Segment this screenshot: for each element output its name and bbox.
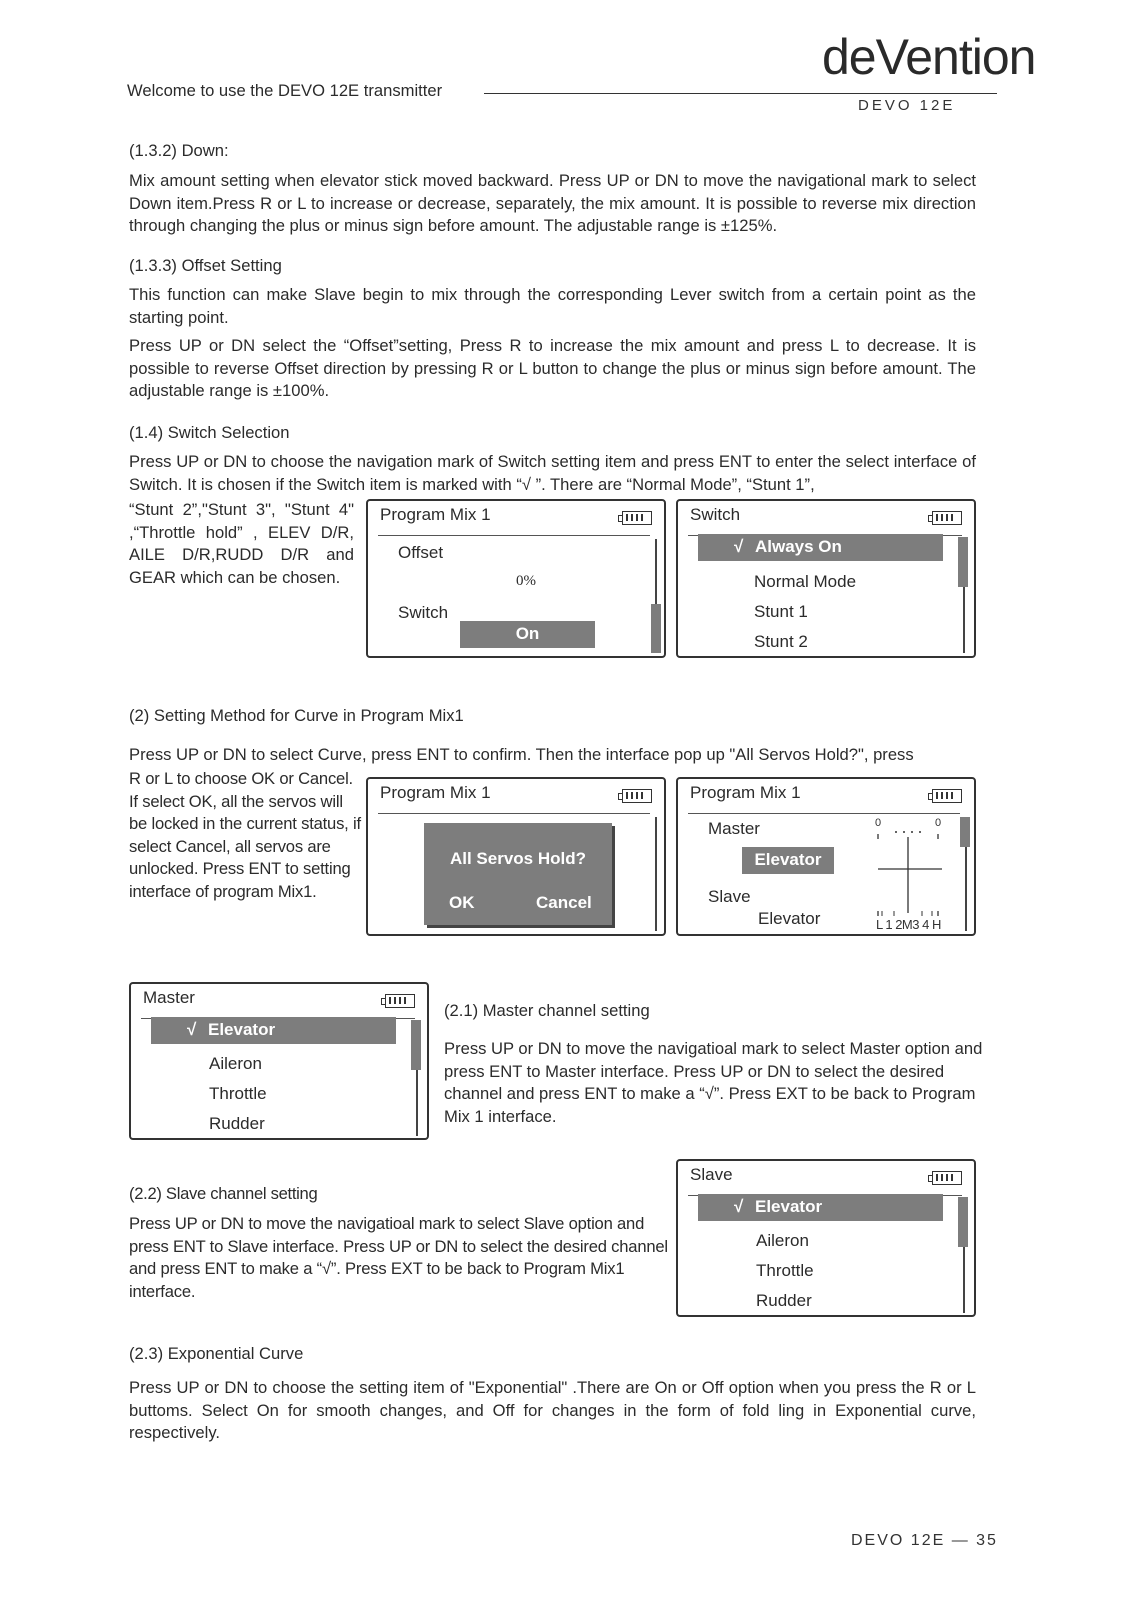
selected-item-label: Elevator xyxy=(755,1197,823,1216)
screen-title: Program Mix 1 xyxy=(690,783,801,802)
list-item[interactable]: Normal Mode xyxy=(754,572,857,591)
list-item[interactable]: Stunt 2 xyxy=(754,632,808,651)
lcd-switch-list xyxy=(676,499,976,658)
curve-dot xyxy=(919,831,921,833)
paragraph: Press UP or DN to select Curve, press ENT to confirm. Then the interface pop up "All Servos Hold?", press xyxy=(129,745,914,764)
battery-icon xyxy=(385,994,415,1008)
ok-button[interactable]: OK xyxy=(449,893,475,912)
section-heading: (1.4) Switch Selection xyxy=(129,423,290,442)
section-heading: (1.3.2) Down: xyxy=(129,141,229,160)
master-label: Master xyxy=(708,819,760,838)
scrollbar-thumb[interactable] xyxy=(958,1197,968,1247)
list-item[interactable]: Rudder xyxy=(209,1114,265,1133)
switch-label: Switch xyxy=(398,603,449,622)
title-rule xyxy=(378,813,650,814)
selected-item-label: Elevator xyxy=(208,1020,276,1039)
curve-scale-right: 0 xyxy=(935,817,942,829)
selected-item-highlight[interactable] xyxy=(151,1017,396,1044)
lcd-program-mix-dialog xyxy=(366,777,666,936)
switch-value-highlight[interactable]: On xyxy=(460,621,595,648)
check-mark-icon: √ xyxy=(734,537,744,556)
scrollbar-thumb[interactable] xyxy=(960,817,970,847)
screen-title: Program Mix 1 xyxy=(380,505,491,524)
lcd-program-mix-offset xyxy=(366,499,666,658)
model-name: DEVO 12E xyxy=(858,97,956,114)
dialog-question: All Servos Hold? xyxy=(449,849,587,868)
check-mark-icon: √ xyxy=(734,1197,744,1216)
scrollbar-track xyxy=(655,817,657,931)
curve-scale-left: 0 xyxy=(875,817,882,829)
list-item[interactable]: Stunt 1 xyxy=(754,602,808,621)
paragraph: R or L to choose OK or Cancel. If select OK, all the servos will be locked in the current status, if select Cancel, all servos are unlocked. Press ENT to setting interface of program Mix1. xyxy=(129,769,361,901)
battery-icon xyxy=(932,1171,962,1185)
header-welcome: Welcome to use the DEVO 12E transmitter xyxy=(127,81,443,100)
curve-preview xyxy=(870,813,950,931)
curve-axis-labels: L 1 2M3 4 H xyxy=(876,917,941,932)
offset-label: Offset xyxy=(398,543,444,562)
slave-label: Slave xyxy=(708,887,751,906)
section-heading: (2) Setting Method for Curve in Program Mix1 xyxy=(129,706,464,725)
curve-dot xyxy=(895,831,897,833)
paragraph: Press UP or DN to move the navigatioal mark to select Master option and press ENT to Master interface. Press UP or DN to select the desired channel and press ENT to make a “√”. Press EXT to be back to Program Mix 1 interface. xyxy=(444,1039,983,1126)
lcd-slave-list xyxy=(676,1159,976,1317)
lcd-program-mix-curve xyxy=(676,777,976,936)
paragraph: Mix amount setting when elevator stick moved backward. Press UP or DN to move the navigational mark to select Down item.Press R or L to increase or decrease, separately, the mix amount. It is possible to reverse mix direction through changing the plus or minus sign before amount. The adjustable range is ±125%. xyxy=(129,171,976,235)
curve-dot xyxy=(911,831,913,833)
selected-item-label: Always On xyxy=(755,537,842,556)
list-item[interactable]: Rudder xyxy=(756,1291,812,1310)
paragraph: Press UP or DN to choose the setting item of "Exponential" .There are On or Off option when you press the R or L buttoms. Select On for smooth changes, and Off for changes in the form of fold ling in Exponential curve, respectively. xyxy=(129,1378,976,1442)
curve-dot xyxy=(903,831,905,833)
scrollbar-thumb[interactable] xyxy=(958,537,968,587)
title-rule xyxy=(378,535,650,536)
list-item[interactable]: Aileron xyxy=(756,1231,809,1250)
lcd-master-list xyxy=(129,982,429,1140)
dialog-popup xyxy=(424,823,612,925)
section-heading: (2.1) Master channel setting xyxy=(444,1001,650,1020)
battery-icon xyxy=(932,511,962,525)
master-value-highlight[interactable]: Elevator xyxy=(742,847,834,874)
section-heading: (1.3.3) Offset Setting xyxy=(129,256,282,275)
battery-icon xyxy=(932,789,962,803)
section-heading: (2.3) Exponential Curve xyxy=(129,1344,304,1363)
check-mark-icon: √ xyxy=(187,1020,197,1039)
screen-title: Slave xyxy=(690,1165,733,1184)
section-heading: (2.2) Slave channel setting xyxy=(129,1184,318,1203)
list-item[interactable]: Throttle xyxy=(756,1261,814,1280)
selected-item-highlight[interactable] xyxy=(698,1194,943,1221)
paragraph: Press UP or DN to choose the navigation mark of Switch setting item and press ENT to enter the select interface of Switch. It is chosen if the Switch item is marked with “√ ”. There are “Normal Mode”, “Stunt 1”, xyxy=(129,452,976,494)
selected-item-highlight[interactable] xyxy=(698,534,943,561)
screen-title: Program Mix 1 xyxy=(380,783,491,802)
header-rule xyxy=(484,93,997,94)
battery-icon xyxy=(622,511,652,525)
list-item[interactable]: Throttle xyxy=(209,1084,267,1103)
list-item[interactable]: Aileron xyxy=(209,1054,262,1073)
screen-title: Master xyxy=(143,988,195,1007)
paragraph: “Stunt 2”,"Stunt 3", "Stunt 4" ,“Throttle hold” , ELEV D/R, AILE D/R,RUDD D/R and GEAR which can be chosen. xyxy=(129,500,354,587)
paragraph: Press UP or DN select the “Offset”setting, Press R to increase the mix amount and press L to decrease. It is possible to reverse Offset direction by pressing R or L button to change the plus or minus sign before amount. The adjustable range is ±100%. xyxy=(129,336,976,400)
scrollbar-thumb[interactable] xyxy=(411,1020,421,1070)
paragraph: Press UP or DN to move the navigatioal mark to select Slave option and press ENT to Slave interface. Press UP or DN to select the desired channel and press ENT to make a “√”. Press EXT to be back to Program Mix1 interface. xyxy=(129,1214,668,1301)
paragraph: This function can make Slave begin to mix through the corresponding Lever switch from a certain point as the starting point. xyxy=(129,285,976,327)
page-number: DEVO 12E — 35 xyxy=(851,1532,998,1549)
slave-value: Elevator xyxy=(758,909,821,928)
battery-icon xyxy=(622,789,652,803)
scrollbar-thumb[interactable] xyxy=(651,604,661,653)
cancel-button[interactable]: Cancel xyxy=(536,893,592,912)
offset-value: 0% xyxy=(516,573,536,589)
screen-title: Switch xyxy=(690,505,741,524)
brand-logo: deVention xyxy=(822,29,1036,85)
